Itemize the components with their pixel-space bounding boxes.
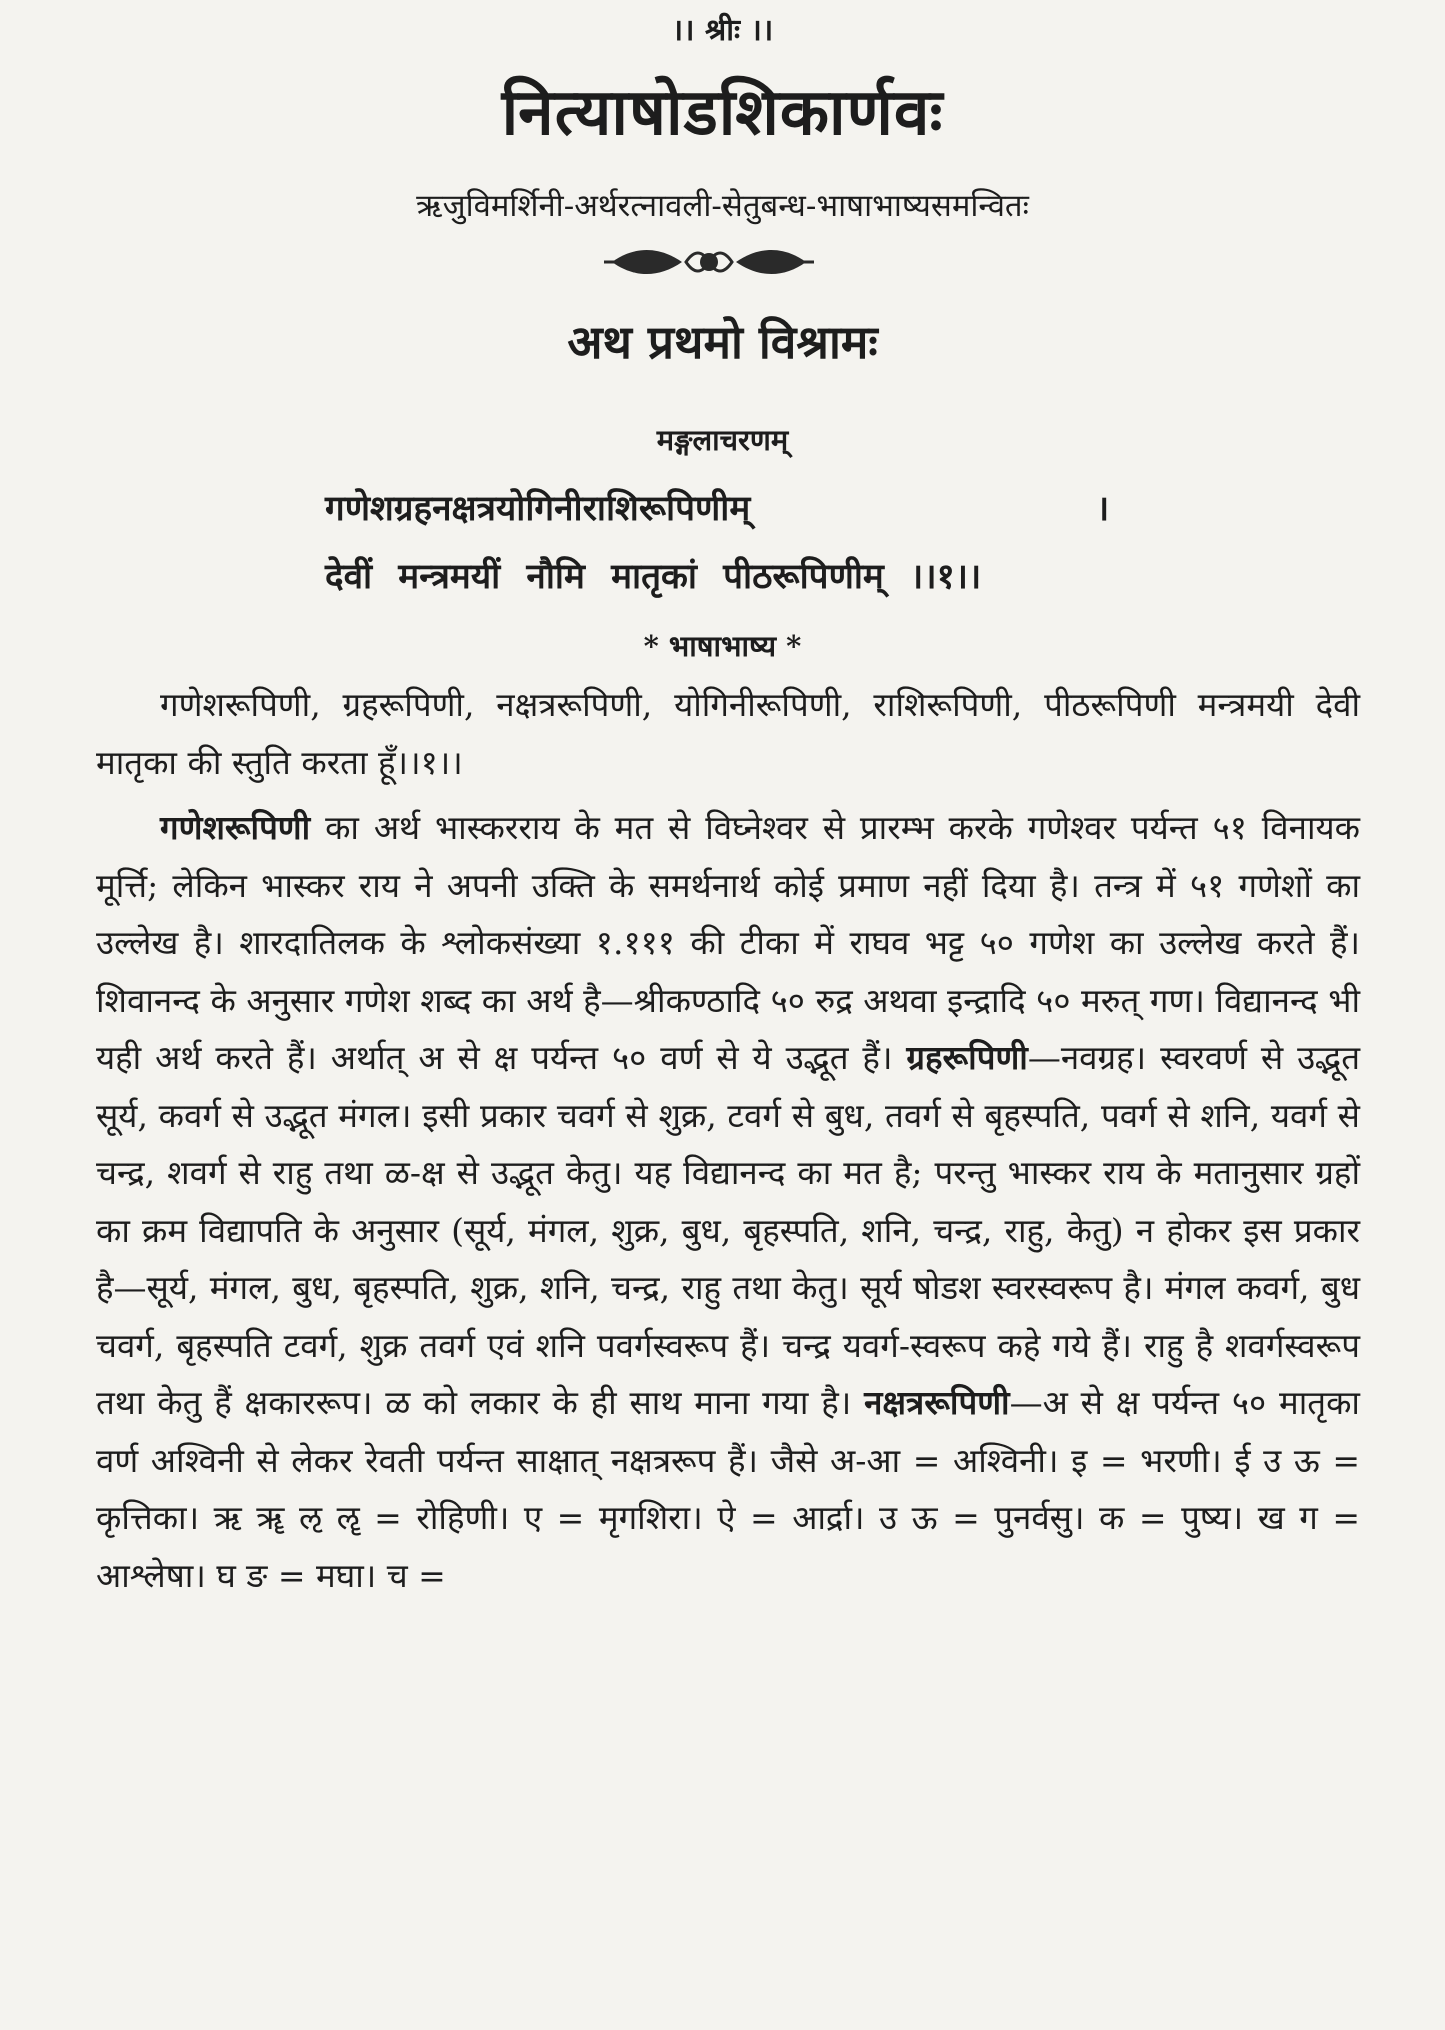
verse-line-1-danda: । — [1096, 488, 1110, 529]
commentary-paragraph-1: गणेशरूपिणी, ग्रहरूपिणी, नक्षत्ररूपिणी, योगिनीरूपिणी, राशिरूपिणी, पीठरूपिणी मन्त्रमयी देवी मातृका की स्तुति करता हूँ।।१।। — [96, 685, 1360, 782]
mangala-heading: मङ्गलाचरणम् — [656, 423, 789, 457]
verse-line-2: देवीं मन्त्रमयीं नौमि मातृकां पीठरूपिणीम् ।।१।। — [325, 556, 982, 597]
invocation: ।। श्रीः ।। — [671, 13, 774, 48]
chapter-heading: अथ प्रथमो विश्रामः — [567, 315, 878, 369]
paragraph-2-text-2: —नवग्रह। स्वरवर्ण से उद्भूत सूर्य, कवर्ग से उद्भूत मंगल। इसी प्रकार चवर्ग से शुक्र, टवर्ग से बुध, तवर्ग से बृहस्पति, पवर्ग से शनि, यवर्ग से चन्द्र, शवर्ग से राहु तथा ळ-क्ष से उद्भूत केतु। यह विद्यानन्द का मत है; परन्तु भास्कर राय के मतानुसार ग्रहों का क्रम विद्यापति के अनुसार (सूर्य, मंगल, शुक्र, बुध, बृहस्पति, शनि, चन्द्र, राहु, केतु) न होकर इस प्रकार है—सूर्य, मंगल, बुध, बृहस्पति, शुक्र, शनि, चन्द्र, राहु तथा केतु। सूर्य षोडश स्वरस्वरूप है। मंगल कवर्ग, बुध चवर्ग, बृहस्पति टवर्ग, शुक्र तवर्ग एवं शनि पवर्गस्वरूप हैं। चन्द्र यवर्ग-स्वरूप कहे गये हैं। राहु है शवर्गस्वरूप तथा केतु हैं क्षकाररूप। ळ को लकार के ही साथ माना गया है। — [96, 1038, 1361, 1422]
commentary-body — [96, 676, 1360, 1604]
term-graharupini: ग्रहरूपिणी — [906, 1038, 1028, 1077]
term-nakshatrarupini: नक्षत्ररूपिणी — [864, 1383, 1010, 1422]
book-subtitle: ऋजुविमर्शिनी-अर्थरत्नावली-सेतुबन्ध-भाषाभाष्यसमन्वितः — [416, 188, 1029, 224]
paragraph-2-text-3: —अ से क्ष पर्यन्त ५० मातृका वर्ण अश्विनी से लेकर रेवती पर्यन्त साक्षात् नक्षत्ररूप हैं। जैसे अ-आ = अश्विनी। इ = भरणी। ई उ ऊ = कृत्तिका। ऋ ॠ ऌ ॡ = रोहिणी। ए = मृगशिरा। ऐ = आर्द्रा। उ ऊ = पुनर्वसु। क = पुष्य। ख ग = आश्लेषा। घ ङ = मघा। च = — [96, 1383, 1360, 1595]
commentary-paragraph-2 — [96, 799, 1360, 1604]
verse-line-1: गणेशग्रहनक्षत्रयोगिनीराशिरूपिणीम् — [325, 488, 751, 529]
book-title: नित्याषोडशिकार्णवः — [501, 75, 944, 150]
paragraph-2-text-1: का अर्थ भास्करराय के मत से विघ्नेश्वर से प्रारम्भ करके गणेश्वर पर्यन्त ५१ विनायक मूर्त्ति; लेकिन भास्कर राय ने अपनी उक्ति के समर्थनार्थ कोई प्रमाण नहीं दिया है। तन्त्र में ५१ गणेशों का उल्लेख है। शारदातिलक के श्लोकसंख्या १.१११ की टीका में राघव भट्ट ५० गणेश का उल्लेख करते हैं। शिवानन्द के अनुसार गणेश शब्द का अर्थ है—श्रीकण्ठादि ५० रुद्र अथवा इन्द्रादि ५० मरुत् गण। विद्यानन्द भी यही अर्थ करते हैं। अर्थात् अ से क्ष पर्यन्त ५० वर्ण से ये उद्भूत हैं। — [96, 808, 1360, 1077]
ornament-divider — [604, 242, 814, 282]
commentary-heading: * भाषाभाष्य * — [643, 629, 802, 663]
term-ganesharupini: गणेशरूपिणी — [160, 808, 311, 847]
